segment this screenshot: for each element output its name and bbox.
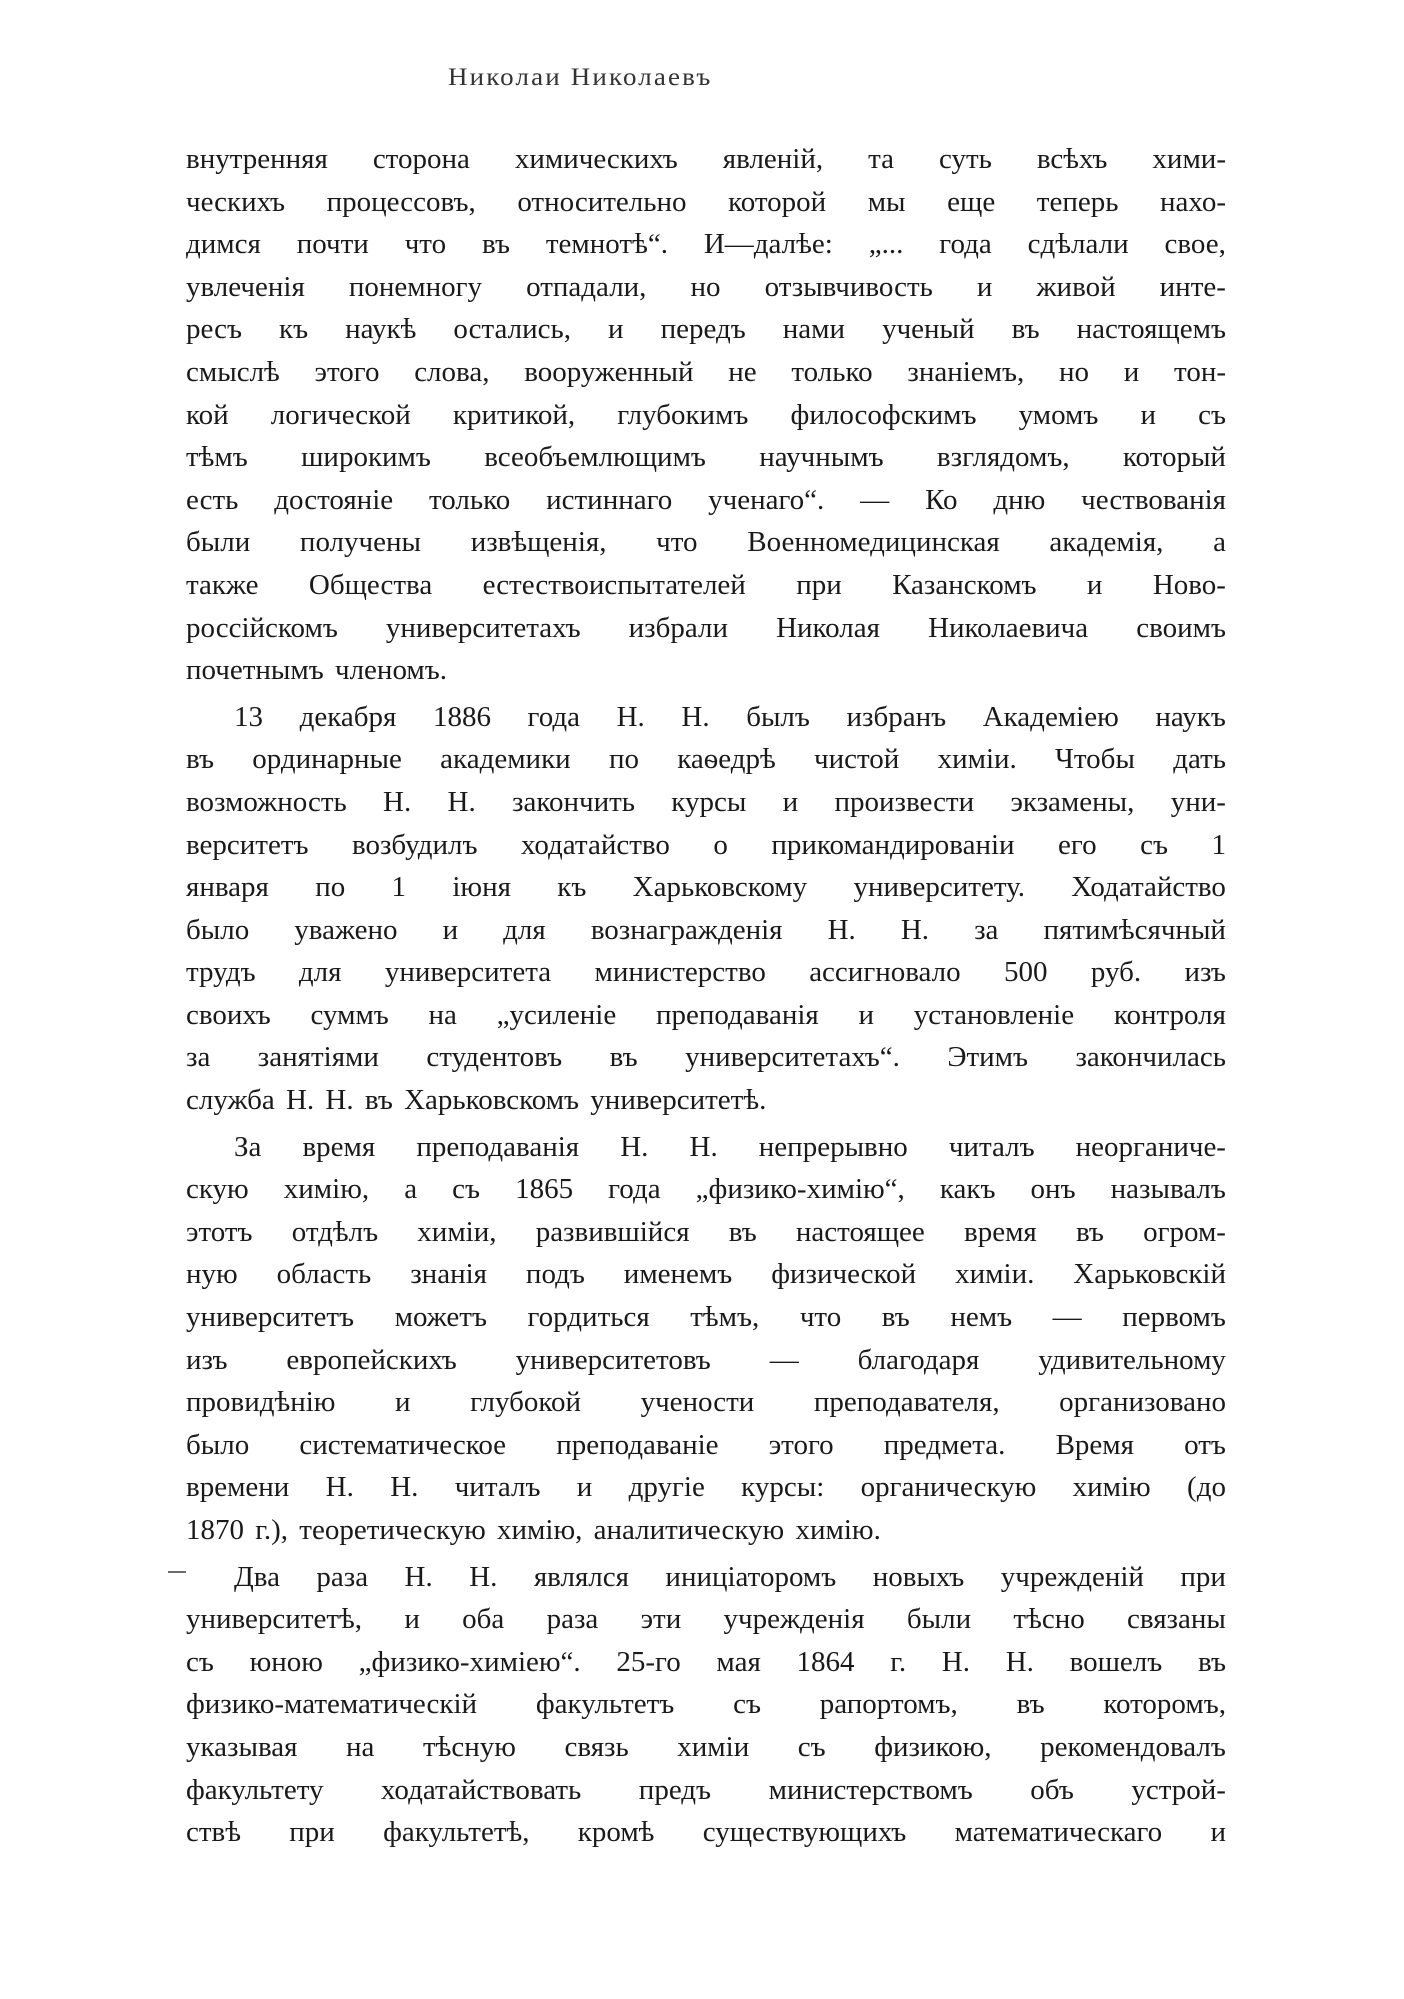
body-text <box>186 138 1226 1854</box>
text-line: ную область знанія подъ именемъ физической химіи. Харьковскій <box>186 1258 1226 1291</box>
text-line: увлеченія понемногу отпадали, но отзывчивость и живой инте- <box>186 270 1226 303</box>
text-line: провидѣнію и глубокой учености преподавателя, организовано <box>186 1386 1226 1419</box>
text-line: изъ европейскихъ университетовъ — благодаря удивительному <box>186 1343 1226 1376</box>
text-line: трудъ для университета министерство ассигновало 500 руб. изъ <box>186 956 1226 989</box>
text-line: было уважено и для вознагражденія Н. Н. за пятимѣсячный <box>186 913 1226 946</box>
text-line: тѣмъ широкимъ всеобъемлющимъ научнымъ взглядомъ, который <box>186 441 1226 474</box>
text-line: своихъ суммъ на „усиленіе преподаванія и установленіе контроля <box>186 998 1226 1031</box>
paragraph <box>186 1126 1226 1552</box>
text-line: есть достояніе только истиннаго ученаго“. — Ко дню чествованія <box>186 483 1226 516</box>
text-line: 1870 г.), теоретическую химію, аналитическую химію. <box>186 1514 881 1546</box>
text-line: скую химію, а съ 1865 года „физико-химію“, какъ онъ называлъ <box>186 1173 1226 1206</box>
text-line: верситетъ возбудилъ ходатайство о прикомандированіи его съ 1 <box>186 828 1226 861</box>
paragraph <box>186 696 1226 1122</box>
text-line: съ юною „физико-химіею“. 25-го мая 1864 г. Н. Н. вошелъ въ <box>186 1645 1226 1678</box>
text-line: за занятіями студентовъ въ университетахъ“. Этимъ закончилась <box>186 1041 1226 1074</box>
text-line: кой логической критикой, глубокимъ философскимъ умомъ и съ <box>186 398 1226 431</box>
text-line: этотъ отдѣлъ химіи, развившійся въ настоящее время въ огром- <box>186 1215 1226 1248</box>
text-line: смыслѣ этого слова, вооруженный не только знаніемъ, но и тон- <box>186 355 1226 388</box>
text-line: также Общества естествоиспытателей при Казанскомъ и Ново- <box>186 568 1226 601</box>
text-line: внутренняя сторона химическихъ явленій, та суть всѣхъ хими- <box>186 143 1226 175</box>
text-line: университетѣ, и оба раза эти учрежденія были тѣсно связаны <box>186 1603 1226 1636</box>
text-line: россійскомъ университетахъ избрали Николая Николаевича своимъ <box>186 611 1226 644</box>
text-line: служба Н. Н. въ Харьковскомъ университетѣ. <box>186 1084 767 1117</box>
text-line: 13 декабря 1886 года Н. Н. былъ избранъ Академіею наукъ <box>234 700 1226 733</box>
text-line: ствѣ при факультетѣ, кромѣ существующихъ математическаго и <box>186 1816 1226 1849</box>
text-line: димся почти что въ темнотѣ“. И—далѣе: „... года сдѣлали свое, <box>186 228 1226 261</box>
text-line: времени Н. Н. читалъ и другіе курсы: органическую химію (до <box>186 1471 1226 1504</box>
text-line: университетъ можетъ гордиться тѣмъ, что въ немъ — первомъ <box>186 1301 1226 1334</box>
paragraph <box>186 1556 1226 1854</box>
text-line: За время преподаванія Н. Н. непрерывно читалъ неорганиче- <box>234 1130 1226 1163</box>
text-line: было систематическое преподаваніе этого предмета. Время отъ <box>186 1428 1226 1461</box>
text-line: января по 1 іюня къ Харьковскому университету. Ходатайство <box>186 871 1226 904</box>
text-line: ресъ къ наукѣ остались, и передъ нами ученый въ настоящемъ <box>186 313 1226 346</box>
text-line: Два раза Н. Н. являлся иниціаторомъ новыхъ учрежденій при <box>234 1560 1226 1593</box>
text-line: возможность Н. Н. закончить курсы и произвести экзамены, уни- <box>186 785 1226 818</box>
text-line: въ ординарные академики по каѳедрѣ чистой химіи. Чтобы дать <box>186 743 1226 776</box>
text-line: ческихъ процессовъ, относительно которой мы еще теперь нахо- <box>186 185 1226 218</box>
text-line: почетнымъ членомъ. <box>186 654 447 687</box>
text-line: физико-математическій факультетъ съ рапортомъ, въ которомъ, <box>186 1688 1226 1721</box>
margin-mark <box>168 1571 186 1573</box>
text-line: факультету ходатайствовать предъ министерствомъ объ устрой- <box>186 1773 1226 1806</box>
text-line: указывая на тѣсную связь химіи съ физикою, рекомендовалъ <box>186 1730 1226 1763</box>
text-line: были получены извѣщенія, что Военномедицинская академія, а <box>186 526 1226 559</box>
paragraph <box>186 138 1226 692</box>
running-head: Николаи Николаевъ <box>448 64 713 91</box>
